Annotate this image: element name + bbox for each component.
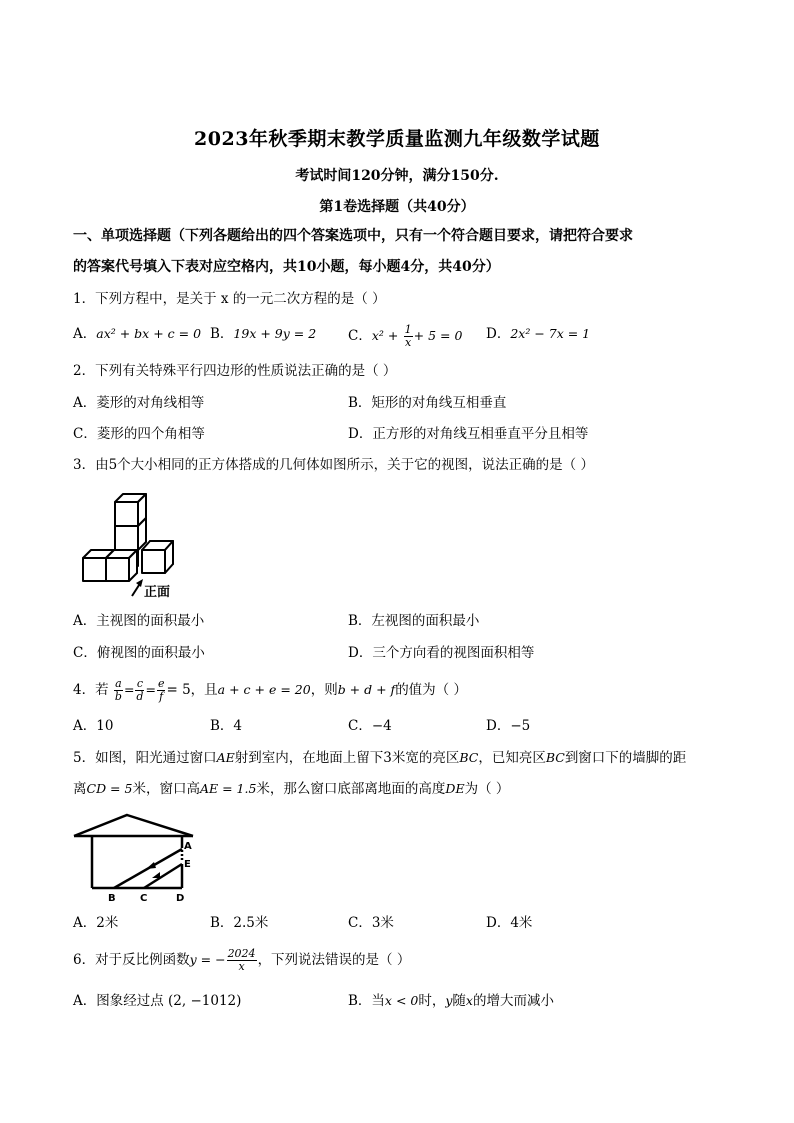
fraction-numerator: 2024: [227, 947, 256, 960]
point-e-label: E: [184, 859, 191, 870]
q1-option-d-expr: 2x² − 7x = 1: [510, 326, 591, 341]
fraction-denominator: x: [238, 960, 245, 973]
q1-option-d-label: D．: [486, 326, 511, 342]
q6-fraction: [227, 948, 257, 973]
q4-option-b: B．4: [210, 718, 243, 734]
q2-option-d: D．正方形的对角线互相垂直平分且相等: [348, 426, 589, 442]
fraction-numerator: a: [115, 677, 122, 690]
q2-stem: 2．下列有关特殊平行四边形的性质说法正确的是（ ）: [73, 363, 397, 379]
point-a-label: A: [184, 841, 192, 852]
q5-text: 为（ ）: [464, 781, 510, 797]
q4-expression: b + d + f: [337, 682, 396, 697]
q6-y-eq: y = −: [189, 952, 226, 967]
q2-option-b: B．矩形的对角线互相垂直: [348, 395, 507, 411]
fraction-denominator: f: [159, 690, 164, 703]
q6-text: 的增大而减小: [472, 993, 554, 1009]
cube-stack-figure: [78, 488, 190, 600]
fraction-numerator: c: [136, 677, 144, 690]
q3-option-d: D．三个方向看的视图面积相等: [348, 645, 535, 661]
window-sunlight-figure: [72, 812, 197, 904]
q5-text: 5．如图，阳光通过窗口: [73, 750, 217, 766]
q5-cd-eq: CD = 5: [86, 781, 133, 796]
q1-stem: 1．下列方程中，是关于 x 的一元二次方程的是（ ）: [73, 291, 386, 307]
q4-stem-then: ，则: [310, 682, 338, 698]
q6-text: B．当: [348, 993, 385, 1009]
point-d-label: D: [176, 893, 185, 904]
q2-option-a: A．菱形的对角线相等: [73, 395, 205, 411]
q5-option-a: A．2米: [73, 915, 119, 931]
q6-option-a: A．图象经过点 (2, −1012): [73, 993, 242, 1009]
q4-stem-post: 的值为（ ）: [395, 682, 467, 698]
q5-text: 射到室内，在地面上留下3米宽的亮区: [234, 750, 460, 766]
q2-option-c: C．菱形的四个角相等: [73, 426, 205, 442]
fraction-numerator: e: [157, 677, 165, 690]
fraction-numerator: 1: [404, 323, 412, 336]
q3-stem: 3．由5个大小相同的正方体搭成的几何体如图所示，关于它的视图，说法正确的是（ ）: [73, 457, 594, 473]
section-heading-line1: 一、单项选择题（下列各题给出的四个答案选项中，只有一个符合题目要求，请把符合要求: [73, 228, 633, 244]
q4-fraction-e-f: [157, 678, 166, 703]
q1-option-c-post: + 5 = 0: [413, 328, 463, 343]
q4-stem-mid: = 5，且: [166, 682, 218, 698]
q1-option-c-pre: x² +: [371, 328, 399, 343]
exam-info: 考试时间120分钟，满分150分.: [295, 168, 499, 184]
point-b-label: B: [108, 893, 116, 904]
q3-option-b: B．左视图的面积最小: [348, 613, 480, 629]
roof-line: [74, 815, 193, 836]
q5-var-ae: AE: [216, 750, 235, 765]
q1-option-a: [73, 324, 201, 344]
q5-text: 米，窗口高: [132, 781, 200, 797]
q6-text: 时，: [418, 993, 446, 1009]
front-label: 正面: [144, 585, 171, 600]
q5-text: ，已知亮区: [478, 750, 546, 766]
q4-option-d: D．−5: [486, 718, 531, 734]
q5-option-d: D．4米: [486, 915, 533, 931]
q6-text: 6．对于反比例函数: [73, 952, 190, 968]
q5-line2: [73, 779, 509, 799]
q4-fraction-a-b: [114, 678, 123, 703]
q1-option-d: [486, 324, 590, 344]
volume-heading: 第1卷选择题（共40分）: [319, 199, 475, 215]
q5-text: 离: [73, 781, 87, 797]
q1-option-c-label: C．: [348, 328, 372, 344]
q6-stem: [73, 948, 410, 973]
q5-ae-eq: AE = 1.5: [199, 781, 257, 796]
q5-var-de: DE: [445, 781, 465, 796]
q4-stem-pre: 4．若: [73, 682, 109, 698]
q1-option-a-label: A．: [73, 326, 97, 342]
q1-option-c-fraction: [404, 324, 413, 349]
q1-option-a-expr: ax² + bx + c = 0: [96, 326, 202, 341]
q5-var-bc: BC: [459, 750, 479, 765]
q5-option-b: B．2.5米: [210, 915, 269, 931]
fraction-denominator: d: [136, 690, 144, 703]
q5-text: 到窗口下的墙脚的距: [564, 750, 687, 766]
section-heading-line2: 的答案代号填入下表对应空格内，共10小题，每小题4分，共40分）: [73, 259, 500, 275]
q4-stem: 4．若 $\frac{a}{b}$ = $\frac{c}{d}$ = $\frac{e}{f}$ = 5，且a + c + e = 20，则b + d + f的值为（ ）: [73, 677, 467, 703]
q1-option-b: [210, 324, 316, 344]
point-c-label: C: [140, 893, 148, 904]
q4-fraction-c-d: [135, 678, 144, 703]
q5-var-bc: BC: [545, 750, 565, 765]
q3-option-c: C．俯视图的面积最小: [73, 645, 205, 661]
q5-text: 米，那么窗口底部离地面的高度: [256, 781, 446, 797]
fraction-denominator: b: [114, 690, 122, 703]
q4-condition: a + c + e = 20: [217, 682, 311, 697]
q1-option-b-expr: 19x + 9y = 2: [233, 326, 317, 341]
q1-option-c: [348, 324, 462, 349]
q6-var-x: x: [465, 993, 473, 1008]
q6-option-b: [348, 991, 554, 1011]
q6-var-y: y: [445, 993, 453, 1008]
page-title: 2023年秋季期末教学质量监测九年级数学试题: [194, 128, 600, 150]
fraction-denominator: x: [405, 336, 412, 349]
q5-option-c: C．3米: [348, 915, 394, 931]
q4-option-c: C．−4: [348, 718, 392, 734]
q6-text: ，下列说法错误的是（ ）: [257, 952, 411, 968]
q6-condition: x < 0: [384, 993, 419, 1008]
q3-option-a: A．主视图的面积最小: [73, 613, 205, 629]
q1-option-b-label: B．: [210, 326, 234, 342]
q5-line1: [73, 748, 686, 768]
q6-text: 随: [452, 993, 466, 1009]
q4-option-a: A．10: [73, 718, 114, 734]
